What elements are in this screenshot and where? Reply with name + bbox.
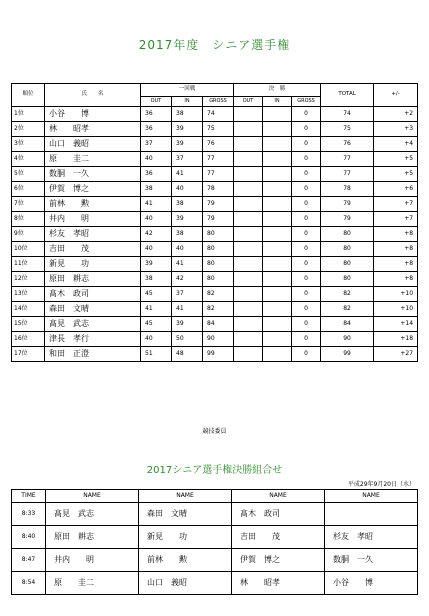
final-out-cell bbox=[234, 242, 263, 257]
page-title: 2017年度 シニア選手権 bbox=[138, 38, 291, 52]
time-header: TIME bbox=[12, 490, 46, 503]
name-cell: 新見 功 bbox=[45, 257, 141, 272]
player-name-cell: 井内 明 bbox=[46, 549, 139, 572]
diff-cell: +8 bbox=[374, 227, 418, 242]
round1-in-cell: 38 bbox=[172, 227, 203, 242]
name-cell: 山口 義昭 bbox=[45, 137, 141, 152]
round1-out-cell: 40 bbox=[141, 242, 172, 257]
round1-in-cell: 37 bbox=[172, 152, 203, 167]
table-row bbox=[12, 257, 418, 272]
player-name-cell: 森田 文晴 bbox=[139, 503, 232, 526]
round1-in-header: IN bbox=[172, 97, 203, 107]
final-in-cell bbox=[263, 107, 292, 122]
final-out-cell bbox=[234, 287, 263, 302]
total-cell: 74 bbox=[321, 107, 374, 122]
rank-cell: 15位 bbox=[12, 317, 45, 332]
rank-cell: 4位 bbox=[12, 152, 45, 167]
rank-header: 順位 bbox=[12, 84, 45, 107]
table-row bbox=[12, 503, 418, 526]
table-row bbox=[12, 107, 418, 122]
round1-out-cell: 41 bbox=[141, 302, 172, 317]
diff-cell: +10 bbox=[374, 287, 418, 302]
final-out-cell bbox=[234, 107, 263, 122]
diff-cell: +2 bbox=[374, 107, 418, 122]
name-header: NAME bbox=[325, 490, 418, 503]
final-gross-cell: 0 bbox=[292, 167, 321, 182]
round1-gross-cell: 79 bbox=[203, 212, 234, 227]
name-cell: 和田 正澄 bbox=[45, 347, 141, 362]
player-name-cell: 小谷 博 bbox=[325, 572, 418, 595]
round1-header: 一回戦 bbox=[141, 84, 234, 97]
round1-in-cell: 38 bbox=[172, 107, 203, 122]
total-cell: 77 bbox=[321, 167, 374, 182]
player-name-cell: 杉友 孝昭 bbox=[325, 526, 418, 549]
round1-in-cell: 50 bbox=[172, 332, 203, 347]
final-gross-cell: 0 bbox=[292, 122, 321, 137]
round1-out-cell: 51 bbox=[141, 347, 172, 362]
table-row bbox=[12, 526, 418, 549]
final-in-cell bbox=[263, 257, 292, 272]
final-out-cell bbox=[234, 167, 263, 182]
total-cell: 80 bbox=[321, 257, 374, 272]
final-gross-cell: 0 bbox=[292, 317, 321, 332]
final-in-cell bbox=[263, 182, 292, 197]
results-header-row bbox=[12, 84, 418, 97]
round1-gross-cell: 75 bbox=[203, 122, 234, 137]
round1-in-cell: 39 bbox=[172, 137, 203, 152]
final-out-cell bbox=[234, 212, 263, 227]
round1-gross-cell: 80 bbox=[203, 227, 234, 242]
final-in-cell bbox=[263, 317, 292, 332]
round1-out-cell: 36 bbox=[141, 122, 172, 137]
round1-in-cell: 39 bbox=[172, 317, 203, 332]
diff-cell: +8 bbox=[374, 272, 418, 287]
name-cell: 伊賀 博之 bbox=[45, 182, 141, 197]
name-header: NAME bbox=[232, 490, 325, 503]
table-row bbox=[12, 197, 418, 212]
round1-out-cell: 39 bbox=[141, 257, 172, 272]
total-cell: 80 bbox=[321, 242, 374, 257]
total-cell: 79 bbox=[321, 212, 374, 227]
final-gross-cell: 0 bbox=[292, 227, 321, 242]
name-cell: 吉田 茂 bbox=[45, 242, 141, 257]
table-row bbox=[12, 182, 418, 197]
round1-in-cell: 48 bbox=[172, 347, 203, 362]
final-gross-cell: 0 bbox=[292, 242, 321, 257]
round1-out-cell: 40 bbox=[141, 332, 172, 347]
rank-cell: 13位 bbox=[12, 287, 45, 302]
rank-cell: 9位 bbox=[12, 227, 45, 242]
final-in-cell bbox=[263, 212, 292, 227]
player-name-cell: 山口 義昭 bbox=[139, 572, 232, 595]
round1-in-cell: 41 bbox=[172, 167, 203, 182]
final-out-cell bbox=[234, 122, 263, 137]
rank-cell: 11位 bbox=[12, 257, 45, 272]
final-in-cell bbox=[263, 302, 292, 317]
rank-cell: 10位 bbox=[12, 242, 45, 257]
pairings-header-row bbox=[12, 490, 418, 503]
total-cell: 82 bbox=[321, 302, 374, 317]
round1-out-cell: 45 bbox=[141, 287, 172, 302]
round1-gross-cell: 77 bbox=[203, 152, 234, 167]
round1-out-cell: 40 bbox=[141, 212, 172, 227]
final-out-cell bbox=[234, 197, 263, 212]
table-row bbox=[12, 549, 418, 572]
round1-gross-cell: 78 bbox=[203, 182, 234, 197]
table-row bbox=[12, 122, 418, 137]
round1-in-cell: 39 bbox=[172, 212, 203, 227]
round1-in-cell: 41 bbox=[172, 257, 203, 272]
diff-cell: +14 bbox=[374, 317, 418, 332]
round1-gross-cell: 74 bbox=[203, 107, 234, 122]
table-row bbox=[12, 167, 418, 182]
rank-cell: 6位 bbox=[12, 182, 45, 197]
final-in-cell bbox=[263, 347, 292, 362]
final-in-cell bbox=[263, 272, 292, 287]
name-cell: 髙木 政司 bbox=[45, 287, 141, 302]
diff-cell: +10 bbox=[374, 302, 418, 317]
total-cell: 77 bbox=[321, 152, 374, 167]
final-out-cell bbox=[234, 347, 263, 362]
diff-cell: +27 bbox=[374, 347, 418, 362]
total-header: TOTAL bbox=[321, 84, 374, 107]
tee-time-cell: 8:47 bbox=[12, 549, 46, 572]
player-name-cell bbox=[325, 503, 418, 526]
round1-in-cell: 42 bbox=[172, 272, 203, 287]
final-in-cell bbox=[263, 287, 292, 302]
final-header: 決 勝 bbox=[234, 84, 321, 97]
total-cell: 84 bbox=[321, 317, 374, 332]
table-row bbox=[12, 347, 418, 362]
final-in-cell bbox=[263, 332, 292, 347]
diff-cell: +3 bbox=[374, 122, 418, 137]
tee-time-cell: 8:40 bbox=[12, 526, 46, 549]
diff-cell: +4 bbox=[374, 137, 418, 152]
diff-cell: +7 bbox=[374, 212, 418, 227]
round1-gross-cell: 82 bbox=[203, 287, 234, 302]
name-cell: 杉友 孝昭 bbox=[45, 227, 141, 242]
committee-label: 競技委員 bbox=[202, 428, 227, 435]
pairings-table bbox=[11, 489, 418, 595]
player-name-cell: 原田 耕志 bbox=[46, 526, 139, 549]
round1-gross-header: GROSS bbox=[203, 97, 234, 107]
final-gross-cell: 0 bbox=[292, 212, 321, 227]
total-cell: 80 bbox=[321, 227, 374, 242]
table-row bbox=[12, 212, 418, 227]
table-row bbox=[12, 287, 418, 302]
table-row bbox=[12, 227, 418, 242]
final-in-cell bbox=[263, 137, 292, 152]
table-row bbox=[12, 137, 418, 152]
diff-cell: +18 bbox=[374, 332, 418, 347]
name-cell: 小谷 博 bbox=[45, 107, 141, 122]
final-out-cell bbox=[234, 332, 263, 347]
name-cell: 林 昭孝 bbox=[45, 122, 141, 137]
name-cell: 森田 文晴 bbox=[45, 302, 141, 317]
player-name-cell: 吉田 茂 bbox=[232, 526, 325, 549]
final-gross-cell: 0 bbox=[292, 347, 321, 362]
round1-in-cell: 37 bbox=[172, 287, 203, 302]
player-name-cell: 髙木 政司 bbox=[232, 503, 325, 526]
final-gross-cell: 0 bbox=[292, 257, 321, 272]
round1-in-cell: 41 bbox=[172, 302, 203, 317]
table-row bbox=[12, 272, 418, 287]
final-out-header: OUT bbox=[234, 97, 263, 107]
round1-out-cell: 38 bbox=[141, 182, 172, 197]
round1-out-cell: 41 bbox=[141, 197, 172, 212]
diff-cell: +8 bbox=[374, 257, 418, 272]
player-name-cell: 髙見 武志 bbox=[46, 503, 139, 526]
final-out-cell bbox=[234, 137, 263, 152]
name-header: NAME bbox=[46, 490, 139, 503]
total-cell: 80 bbox=[321, 272, 374, 287]
round1-out-cell: 40 bbox=[141, 152, 172, 167]
final-gross-cell: 0 bbox=[292, 332, 321, 347]
final-gross-cell: 0 bbox=[292, 182, 321, 197]
name-cell: 井内 明 bbox=[45, 212, 141, 227]
final-in-cell bbox=[263, 152, 292, 167]
round1-gross-cell: 76 bbox=[203, 137, 234, 152]
round1-out-cell: 37 bbox=[141, 137, 172, 152]
round1-gross-cell: 80 bbox=[203, 272, 234, 287]
player-name-cell: 数胴 一久 bbox=[325, 549, 418, 572]
final-in-cell bbox=[263, 197, 292, 212]
final-out-cell bbox=[234, 227, 263, 242]
total-cell: 75 bbox=[321, 122, 374, 137]
diff-cell: +6 bbox=[374, 182, 418, 197]
round1-in-cell: 39 bbox=[172, 122, 203, 137]
final-in-cell bbox=[263, 242, 292, 257]
round1-gross-cell: 77 bbox=[203, 167, 234, 182]
diff-cell: +5 bbox=[374, 152, 418, 167]
name-cell: 前林 勲 bbox=[45, 197, 141, 212]
round1-gross-cell: 80 bbox=[203, 257, 234, 272]
final-out-cell bbox=[234, 302, 263, 317]
round1-out-cell: 42 bbox=[141, 227, 172, 242]
final-gross-cell: 0 bbox=[292, 302, 321, 317]
name-header: 氏 名 bbox=[45, 84, 141, 107]
diff-cell: +7 bbox=[374, 197, 418, 212]
total-cell: 78 bbox=[321, 182, 374, 197]
final-gross-cell: 0 bbox=[292, 272, 321, 287]
total-cell: 76 bbox=[321, 137, 374, 152]
player-name-cell: 前林 勲 bbox=[139, 549, 232, 572]
rank-cell: 5位 bbox=[12, 167, 45, 182]
pairings-title: 2017シニア選手権決勝組合せ bbox=[146, 465, 283, 476]
total-cell: 82 bbox=[321, 287, 374, 302]
final-in-header: IN bbox=[263, 97, 292, 107]
final-gross-cell: 0 bbox=[292, 287, 321, 302]
round1-gross-cell: 80 bbox=[203, 242, 234, 257]
table-row bbox=[12, 332, 418, 347]
final-gross-cell: 0 bbox=[292, 137, 321, 152]
table-row bbox=[12, 317, 418, 332]
tee-time-cell: 8:54 bbox=[12, 572, 46, 595]
name-cell: 原 圭二 bbox=[45, 152, 141, 167]
player-name-cell: 伊賀 博之 bbox=[232, 549, 325, 572]
pairings-date: 平成29年9月20日（水） bbox=[347, 481, 415, 488]
rank-cell: 8位 bbox=[12, 212, 45, 227]
rank-cell: 2位 bbox=[12, 122, 45, 137]
name-cell: 原田 耕志 bbox=[45, 272, 141, 287]
total-cell: 90 bbox=[321, 332, 374, 347]
tee-time-cell: 8:33 bbox=[12, 503, 46, 526]
results-table bbox=[11, 83, 418, 362]
table-row bbox=[12, 242, 418, 257]
player-name-cell: 林 昭孝 bbox=[232, 572, 325, 595]
name-header: NAME bbox=[139, 490, 232, 503]
final-gross-header: GROSS bbox=[292, 97, 321, 107]
table-row bbox=[12, 302, 418, 317]
player-name-cell: 新見 功 bbox=[139, 526, 232, 549]
final-in-cell bbox=[263, 167, 292, 182]
rank-cell: 17位 bbox=[12, 347, 45, 362]
round1-gross-cell: 82 bbox=[203, 302, 234, 317]
diff-cell: +5 bbox=[374, 167, 418, 182]
rank-cell: 16位 bbox=[12, 332, 45, 347]
table-row bbox=[12, 572, 418, 595]
total-cell: 79 bbox=[321, 197, 374, 212]
round1-gross-cell: 99 bbox=[203, 347, 234, 362]
final-out-cell bbox=[234, 182, 263, 197]
rank-cell: 14位 bbox=[12, 302, 45, 317]
total-cell: 99 bbox=[321, 347, 374, 362]
round1-out-cell: 36 bbox=[141, 107, 172, 122]
rank-cell: 12位 bbox=[12, 272, 45, 287]
final-gross-cell: 0 bbox=[292, 197, 321, 212]
round1-out-cell: 36 bbox=[141, 167, 172, 182]
diff-header: +/- bbox=[374, 84, 418, 107]
name-cell: 髙見 武志 bbox=[45, 317, 141, 332]
name-cell: 津長 孝行 bbox=[45, 332, 141, 347]
round1-gross-cell: 84 bbox=[203, 317, 234, 332]
final-out-cell bbox=[234, 317, 263, 332]
round1-in-cell: 38 bbox=[172, 197, 203, 212]
final-out-cell bbox=[234, 257, 263, 272]
diff-cell: +8 bbox=[374, 242, 418, 257]
round1-gross-cell: 79 bbox=[203, 197, 234, 212]
round1-in-cell: 40 bbox=[172, 182, 203, 197]
final-in-cell bbox=[263, 122, 292, 137]
final-out-cell bbox=[234, 272, 263, 287]
final-out-cell bbox=[234, 152, 263, 167]
name-cell: 数胴 一久 bbox=[45, 167, 141, 182]
final-gross-cell: 0 bbox=[292, 107, 321, 122]
round1-out-cell: 45 bbox=[141, 317, 172, 332]
round1-out-cell: 38 bbox=[141, 272, 172, 287]
round1-gross-cell: 90 bbox=[203, 332, 234, 347]
rank-cell: 3位 bbox=[12, 137, 45, 152]
final-in-cell bbox=[263, 227, 292, 242]
final-gross-cell: 0 bbox=[292, 152, 321, 167]
rank-cell: 7位 bbox=[12, 197, 45, 212]
table-row bbox=[12, 152, 418, 167]
rank-cell: 1位 bbox=[12, 107, 45, 122]
round1-in-cell: 40 bbox=[172, 242, 203, 257]
player-name-cell: 原 圭二 bbox=[46, 572, 139, 595]
round1-out-header: OUT bbox=[141, 97, 172, 107]
